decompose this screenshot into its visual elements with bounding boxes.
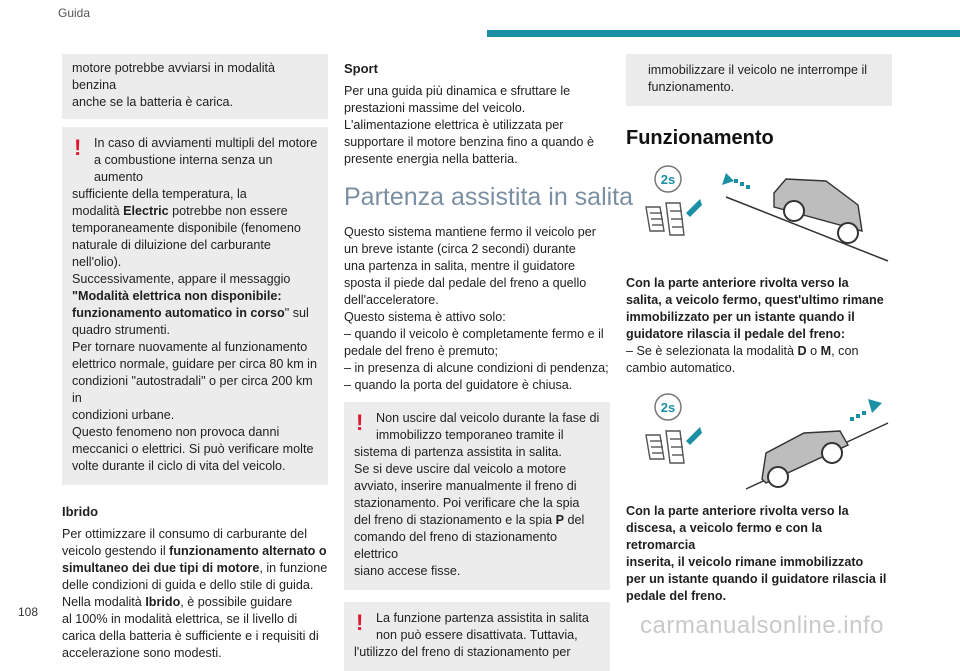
- section-title-operation: Funzionamento: [626, 127, 774, 149]
- arrow-icon: [686, 173, 750, 217]
- text-line: Successivamente, appare il messaggio: [72, 272, 291, 286]
- uphill-condition: [626, 343, 892, 377]
- timer-label: 2s: [660, 172, 676, 187]
- warning-note-box: [344, 602, 610, 671]
- text-line: funzionamento automatico in corso" sul: [72, 306, 309, 320]
- text-line: Con la parte anteriore rivolta verso la: [626, 276, 849, 290]
- text-line: modalità Electric potrebbe non essere: [72, 204, 288, 218]
- timer-2s-icon: [655, 394, 681, 420]
- continued-info-box: [62, 54, 328, 119]
- text-line: inserita, il veicolo rimane immobilizzato: [626, 555, 864, 569]
- text-line: supportare il motore benzina fino a quando è: [344, 135, 594, 149]
- hill-start-description: [344, 224, 610, 394]
- text-line: dell'acceleratore.: [344, 293, 439, 307]
- text-line: Per una guida più dinamica e sfruttare le: [344, 84, 571, 98]
- text-line: condizioni "autostradali" o per circa 200 km in: [72, 374, 313, 405]
- car-on-slope-icon: [726, 179, 888, 261]
- text-line: "Modalità elettrica non disponibile:: [72, 289, 282, 303]
- arrow-icon: [686, 399, 882, 445]
- timer-2s-icon: [655, 166, 681, 192]
- text-line: temporaneamente disponibile (fenomeno: [72, 221, 301, 235]
- text-line: naturale di diluizione del carburante nell'olio).: [72, 238, 271, 269]
- text-line: L'alimentazione elettrica è utilizzata per: [344, 118, 564, 132]
- downhill-illustration: [626, 393, 888, 489]
- text-line: veicolo gestendo il funzionamento alternato o: [62, 544, 327, 558]
- uphill-description: [626, 275, 892, 343]
- text-line: prestazioni massime del veicolo.: [344, 101, 526, 115]
- uphill-illustration: [626, 165, 888, 261]
- text-line: carica della batteria è sufficiente e i requisiti di: [62, 629, 319, 643]
- text-line: al 100% in modalità elettrica, se il livello di: [62, 612, 298, 626]
- text-line: Questo sistema mantiene fermo il veicolo per: [344, 225, 596, 239]
- text-line: un breve istante (circa 2 secondi) durante: [344, 242, 576, 256]
- text-line: – in presenza di alcune condizioni di pendenza;: [344, 361, 609, 375]
- page-number: 108: [18, 605, 39, 619]
- text-line: sposta il piede dal pedale del freno a quello: [344, 276, 587, 290]
- text-line: meccanici o elettrici. Si può verificare molte: [72, 442, 314, 456]
- text-line: immobilizzato per un istante quando il: [626, 310, 855, 324]
- text-line: avviato, inserire manualmente il freno di: [354, 479, 577, 493]
- downhill-description: [626, 503, 892, 605]
- text-line: siano accese fisse.: [354, 564, 461, 578]
- text-line: In caso di avviamenti multipli del motore: [94, 136, 318, 150]
- text-line: Se si deve uscire dal veicolo a motore: [354, 462, 567, 476]
- column-middle: [344, 60, 634, 671]
- column-right: [626, 54, 892, 605]
- text-line: delle condizioni di guida e dello stile di guida.: [62, 578, 314, 592]
- text-line: l'utilizzo del freno di stazionamento per: [354, 645, 571, 659]
- text-line: quadro strumenti.: [72, 323, 171, 337]
- warning-exclamation-icon: !: [356, 410, 364, 435]
- text-line: discesa, a veicolo fermo e con la retromarcia: [626, 521, 822, 552]
- warning-exclamation-icon: !: [74, 135, 82, 160]
- text-line: pedale del freno.: [626, 589, 727, 603]
- header-section-label: Guida: [58, 6, 91, 20]
- text-line: volte durante il ciclo di vita del veicolo.: [72, 459, 286, 473]
- text-line: salita, a veicolo fermo, quest'ultimo rimane: [626, 293, 884, 307]
- text-line: Per tornare nuovamente al funzionamento: [72, 340, 308, 354]
- text-line: simultaneo dei due tipi di motore, in funzione: [62, 561, 328, 575]
- pedals-icon: [646, 203, 684, 235]
- text-line: Nella modalità Ibrido, è possibile guidare: [62, 595, 293, 609]
- text-line: immobilizzo temporaneo tramite il: [376, 428, 564, 442]
- text-line: non può essere disattivata. Tuttavia,: [376, 628, 578, 642]
- text-line: anche se la batteria è carica.: [72, 95, 234, 109]
- section-title-hill-start: Partenza assistita in salita: [344, 183, 634, 211]
- text-line: funzionamento.: [648, 80, 735, 94]
- warning-note-box: [62, 127, 328, 485]
- text-line: cambio automatico.: [626, 361, 736, 375]
- text-line: motore potrebbe avviarsi in modalità benzina: [72, 61, 276, 92]
- column-left: [62, 54, 328, 662]
- text-line: per un istante quando il guidatore rilascia il: [626, 572, 887, 586]
- text-line: una partenza in salita, mentre il guidatore: [344, 259, 576, 273]
- text-line: – Se è selezionata la modalità D o M, con: [626, 344, 859, 358]
- ibrido-heading: Ibrido: [62, 504, 99, 519]
- text-line: – quando la porta del guidatore è chiusa.: [344, 378, 573, 392]
- ibrido-paragraph: [62, 526, 328, 662]
- pedals-icon: [646, 431, 684, 463]
- text-line: Con la parte anteriore rivolta verso la: [626, 504, 849, 518]
- text-line: condizioni urbane.: [72, 408, 175, 422]
- text-line: La funzione partenza assistita in salita: [376, 611, 589, 625]
- text-line: Per ottimizzare il consumo di carburante del: [62, 527, 307, 541]
- timer-label: 2s: [660, 400, 676, 415]
- text-line: accelerazione sono modesti.: [62, 646, 222, 660]
- text-line: a combustione interna senza un aumento: [94, 153, 273, 184]
- text-line: – quando il veicolo è completamente fermo e il: [344, 327, 604, 341]
- text-line: sistema di partenza assistita in salita.: [354, 445, 562, 459]
- text-line: pedale del freno è premuto;: [344, 344, 499, 358]
- warning-exclamation-icon: !: [356, 610, 364, 635]
- text-line: sufficiente della temperatura, la: [72, 187, 247, 201]
- text-line: Questo sistema è attivo solo:: [344, 310, 506, 324]
- text-line: elettrico normale, guidare per circa 80 km in: [72, 357, 317, 371]
- text-line: presente energia nella batteria.: [344, 152, 518, 166]
- watermark: carmanualsonline.info: [640, 612, 884, 639]
- text-line: immobilizzare il veicolo ne interrompe il: [648, 63, 868, 77]
- text-line: del freno di stazionamento e la spia P del: [354, 513, 585, 527]
- sport-heading: Sport: [344, 61, 378, 76]
- text-line: comando del freno di stazionamento elettrico: [354, 530, 558, 561]
- text-line: guidatore rilascia il pedale del freno:: [626, 327, 846, 341]
- continued-info-box: [626, 54, 892, 106]
- car-on-slope-icon: [746, 423, 888, 489]
- text-line: Questo fenomeno non provoca danni: [72, 425, 280, 439]
- sport-paragraph: [344, 83, 610, 168]
- text-line: Non uscire dal veicolo durante la fase di: [376, 411, 600, 425]
- warning-note-box: [344, 402, 610, 590]
- header-accent-bar: [487, 30, 960, 37]
- text-line: stazionamento. Poi verificare che la spia: [354, 496, 580, 510]
